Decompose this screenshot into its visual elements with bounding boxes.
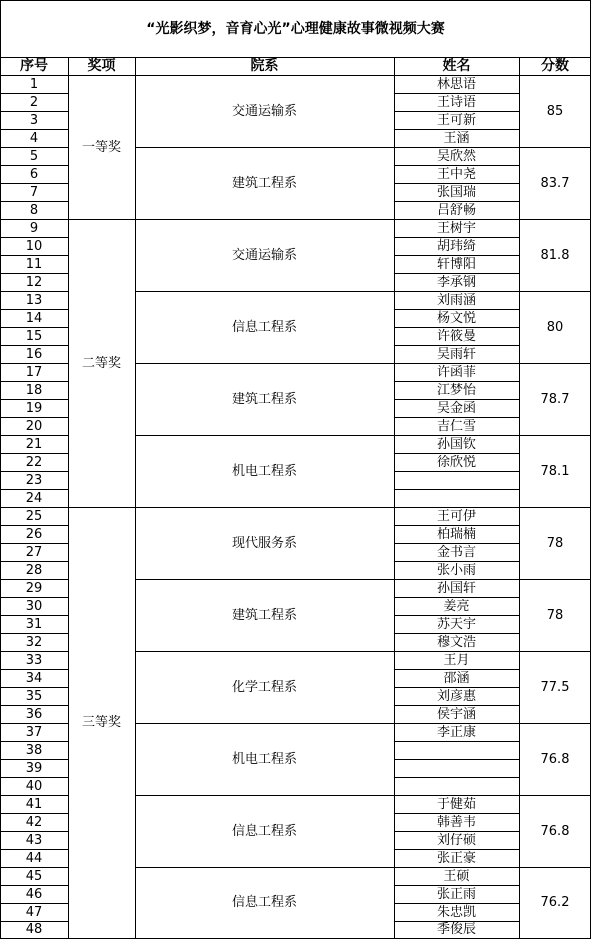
grid-line — [0, 831, 69, 832]
row-seq: 5 — [29, 148, 39, 164]
row-name: 穆文浩 — [436, 634, 476, 650]
grid-line — [0, 741, 69, 742]
grid-line — [0, 165, 69, 166]
grid-line — [0, 795, 69, 796]
grid-line — [135, 579, 395, 580]
grid-line — [394, 579, 520, 580]
grid-line — [0, 309, 69, 310]
row-seq: 24 — [25, 490, 43, 506]
grid-line — [394, 489, 520, 490]
grid-line — [519, 651, 591, 652]
grid-line — [0, 129, 69, 130]
row-name: 轩博阳 — [436, 256, 476, 272]
row-name: 朱忠凯 — [436, 904, 476, 920]
header-dept: 院系 — [250, 58, 279, 74]
grid-line — [0, 489, 69, 490]
row-name: 吴金函 — [436, 400, 476, 416]
grid-line — [394, 237, 520, 238]
grid-line — [519, 579, 591, 580]
grid-line — [394, 363, 520, 364]
dept-cell: 机电工程系 — [231, 751, 297, 767]
grid-line — [394, 885, 520, 886]
grid-line — [519, 795, 591, 796]
grid-line — [394, 795, 520, 796]
grid-line — [394, 903, 520, 904]
row-name — [394, 489, 519, 507]
grid-line — [394, 147, 520, 148]
row-name: 胡玮绮 — [436, 238, 476, 254]
row-name: 李承钢 — [436, 274, 476, 290]
grid-line — [0, 777, 69, 778]
grid-line — [394, 615, 520, 616]
row-name: 许筱曼 — [436, 328, 476, 344]
row-seq: 18 — [25, 382, 43, 398]
row-name: 王可新 — [436, 112, 476, 128]
score-cell: 78 — [546, 535, 564, 551]
grid-line — [0, 849, 69, 850]
row-seq: 41 — [25, 796, 43, 812]
grid-line — [0, 345, 69, 346]
dept-cell: 信息工程系 — [231, 823, 297, 839]
dept-cell: 化学工程系 — [231, 679, 297, 695]
grid-line — [519, 57, 520, 939]
grid-line — [519, 363, 591, 364]
row-seq: 8 — [29, 202, 39, 218]
dept-cell: 信息工程系 — [231, 319, 297, 335]
grid-line — [0, 471, 69, 472]
row-name: 吕舒畅 — [436, 202, 476, 218]
grid-line — [0, 237, 69, 238]
grid-line — [135, 219, 395, 220]
header-award: 奖项 — [87, 58, 116, 74]
grid-line — [394, 111, 520, 112]
grid-line — [394, 543, 520, 544]
grid-line — [394, 417, 520, 418]
header-name: 姓名 — [442, 58, 471, 74]
row-seq: 9 — [29, 220, 39, 236]
row-seq: 4 — [29, 130, 39, 146]
row-seq: 42 — [25, 814, 43, 830]
dept-cell: 建筑工程系 — [231, 175, 297, 191]
row-seq: 45 — [25, 868, 43, 884]
dept-cell: 建筑工程系 — [231, 607, 297, 623]
grid-line — [135, 363, 395, 364]
row-name: 王月 — [443, 652, 470, 668]
score-cell: 76.8 — [540, 823, 570, 839]
row-name: 张小雨 — [436, 562, 476, 578]
grid-line — [394, 165, 520, 166]
grid-line — [135, 507, 395, 508]
grid-line — [0, 633, 69, 634]
grid-line — [519, 219, 591, 220]
row-name: 刘雨涵 — [436, 292, 476, 308]
row-name: 杨文悦 — [436, 310, 476, 326]
row-seq: 31 — [25, 616, 43, 632]
grid-line — [394, 399, 520, 400]
row-name: 王树宇 — [436, 220, 476, 236]
grid-line — [519, 291, 591, 292]
grid-line — [0, 813, 69, 814]
grid-line — [135, 795, 395, 796]
row-name — [394, 741, 519, 759]
row-seq: 10 — [25, 238, 43, 254]
grid-line — [394, 273, 520, 274]
row-seq: 29 — [25, 580, 43, 596]
grid-line — [0, 201, 69, 202]
row-name: 金书言 — [436, 544, 476, 560]
grid-line — [0, 453, 69, 454]
row-seq: 23 — [25, 472, 43, 488]
grid-line — [68, 57, 69, 939]
row-seq: 30 — [25, 598, 43, 614]
row-name: 江梦怡 — [436, 382, 476, 398]
row-name: 季俊辰 — [436, 922, 476, 937]
grid-line — [394, 561, 520, 562]
dept-cell: 机电工程系 — [231, 463, 297, 479]
grid-line — [394, 183, 520, 184]
row-name: 刘仔硕 — [436, 832, 476, 848]
grid-line — [0, 147, 69, 148]
row-seq: 43 — [25, 832, 43, 848]
row-name: 邵涵 — [443, 670, 470, 686]
row-seq: 39 — [25, 760, 43, 776]
score-cell: 78.7 — [540, 391, 570, 407]
row-seq: 40 — [25, 778, 43, 794]
grid-line — [394, 129, 520, 130]
row-name — [394, 471, 519, 489]
grid-line — [135, 651, 395, 652]
grid-line — [394, 705, 520, 706]
row-name: 王涵 — [443, 130, 470, 146]
row-name: 于健茹 — [436, 796, 476, 812]
grid-line — [394, 651, 520, 652]
row-seq: 22 — [25, 454, 43, 470]
grid-line — [519, 723, 591, 724]
score-cell: 80 — [546, 319, 564, 335]
row-seq: 27 — [25, 544, 43, 560]
row-name: 苏天宇 — [436, 616, 476, 632]
row-name: 吉仁雪 — [436, 418, 476, 434]
grid-line — [0, 417, 69, 418]
grid-line — [0, 507, 69, 508]
grid-line — [0, 867, 69, 868]
grid-line — [135, 57, 136, 939]
row-seq: 28 — [25, 562, 43, 578]
row-seq: 11 — [25, 256, 43, 272]
row-seq: 46 — [25, 886, 43, 902]
row-seq: 6 — [29, 166, 39, 182]
grid-line — [0, 723, 69, 724]
grid-line — [519, 507, 591, 508]
row-seq: 3 — [29, 112, 39, 128]
grid-line — [394, 327, 520, 328]
row-name: 李正康 — [436, 724, 476, 740]
dept-cell: 交通运输系 — [231, 103, 297, 119]
grid-line — [394, 849, 520, 850]
row-name: 吴雨轩 — [436, 346, 476, 362]
grid-line — [0, 111, 69, 112]
grid-line — [394, 435, 520, 436]
grid-line — [519, 867, 591, 868]
header-seq: 序号 — [20, 58, 48, 74]
grid-line — [0, 381, 69, 382]
row-name: 王诗语 — [436, 94, 476, 110]
grid-line — [135, 147, 395, 148]
award-cell: 三等奖 — [81, 715, 121, 730]
grid-line — [0, 579, 69, 580]
row-name: 王中尧 — [436, 166, 476, 182]
row-seq: 15 — [25, 328, 43, 344]
dept-cell: 交通运输系 — [231, 247, 297, 263]
grid-line — [0, 615, 69, 616]
grid-line — [394, 201, 520, 202]
row-name: 张正豪 — [436, 850, 476, 866]
grid-line — [0, 183, 69, 184]
row-name: 孙国轩 — [436, 580, 476, 596]
row-seq: 14 — [25, 310, 43, 326]
row-seq: 34 — [25, 670, 43, 686]
grid-line — [394, 291, 520, 292]
grid-line — [0, 291, 69, 292]
grid-line — [394, 831, 520, 832]
row-seq: 2 — [29, 94, 39, 110]
grid-line — [394, 471, 520, 472]
row-seq: 16 — [25, 346, 43, 362]
grid-line — [0, 435, 69, 436]
row-name: 张正雨 — [436, 886, 476, 902]
header-score: 分数 — [541, 58, 569, 74]
grid-line — [0, 903, 69, 904]
score-cell: 78 — [546, 607, 564, 623]
grid-line — [0, 525, 69, 526]
grid-line — [394, 309, 520, 310]
grid-line — [394, 453, 520, 454]
row-name — [394, 777, 519, 795]
grid-line — [0, 885, 69, 886]
row-name: 林思语 — [436, 76, 476, 92]
grid-line — [394, 867, 520, 868]
row-name: 韩善韦 — [436, 814, 476, 830]
row-seq: 13 — [25, 292, 43, 308]
score-cell: 77.5 — [540, 679, 570, 695]
row-seq: 19 — [25, 400, 43, 416]
score-cell: 78.1 — [540, 463, 570, 479]
grid-line — [394, 525, 520, 526]
grid-line — [394, 741, 520, 742]
row-seq: 20 — [25, 418, 43, 434]
table-title: “光影织梦，音育心光”心理健康故事微视频大赛 — [146, 20, 445, 37]
grid-line — [0, 597, 69, 598]
row-name: 孙国钦 — [436, 436, 476, 452]
grid-line — [0, 0, 1, 939]
grid-line — [68, 219, 136, 220]
row-seq: 35 — [25, 688, 43, 704]
grid-line — [394, 759, 520, 760]
grid-line — [394, 687, 520, 688]
grid-line — [519, 147, 591, 148]
grid-line — [394, 345, 520, 346]
dept-cell: 建筑工程系 — [231, 391, 297, 407]
grid-line — [394, 381, 520, 382]
score-cell: 81.8 — [540, 247, 570, 263]
grid-line — [0, 327, 69, 328]
grid-line — [0, 921, 69, 922]
grid-line — [0, 687, 69, 688]
grid-line — [135, 291, 395, 292]
grid-line — [394, 669, 520, 670]
grid-line — [394, 255, 520, 256]
row-name: 许函菲 — [436, 364, 476, 380]
row-name: 王可伊 — [436, 508, 476, 524]
row-name: 张国瑞 — [436, 184, 476, 200]
grid-line — [0, 255, 69, 256]
grid-line — [394, 633, 520, 634]
grid-line — [135, 435, 395, 436]
row-seq: 7 — [29, 184, 39, 200]
grid-line — [0, 651, 69, 652]
grid-line — [0, 273, 69, 274]
grid-line — [0, 543, 69, 544]
grid-line — [0, 363, 69, 364]
grid-line — [0, 705, 69, 706]
score-cell: 85 — [546, 103, 564, 119]
row-seq: 21 — [25, 436, 43, 452]
grid-line — [135, 723, 395, 724]
row-name: 王硕 — [443, 868, 470, 884]
grid-line — [394, 507, 520, 508]
row-name: 刘彦惠 — [436, 688, 476, 704]
award-cell: 二等奖 — [81, 355, 121, 371]
score-cell: 83.7 — [540, 175, 570, 191]
row-seq: 26 — [25, 526, 43, 542]
grid-line — [0, 0, 591, 1]
dept-cell: 信息工程系 — [231, 895, 297, 910]
grid-line — [394, 777, 520, 778]
row-seq: 17 — [25, 364, 43, 380]
grid-line — [0, 75, 591, 76]
row-name: 侯宇涵 — [436, 706, 476, 722]
grid-line — [394, 93, 520, 94]
grid-line — [0, 399, 69, 400]
grid-line — [394, 813, 520, 814]
score-cell: 76.8 — [540, 751, 570, 767]
row-seq: 25 — [25, 508, 43, 524]
grid-line — [394, 219, 520, 220]
row-name: 吴欣然 — [436, 148, 476, 164]
row-seq: 12 — [25, 274, 43, 290]
grid-line — [394, 597, 520, 598]
row-seq: 38 — [25, 742, 43, 758]
row-name: 姜亮 — [443, 598, 470, 614]
row-seq: 32 — [25, 634, 43, 650]
grid-line — [68, 507, 136, 508]
row-seq: 37 — [25, 724, 43, 740]
award-cell: 一等奖 — [81, 139, 121, 155]
row-seq: 48 — [25, 922, 43, 937]
row-seq: 47 — [25, 904, 43, 920]
row-seq: 1 — [29, 76, 39, 92]
row-name: 徐欣悦 — [436, 454, 476, 470]
row-seq: 33 — [25, 652, 43, 668]
row-name — [394, 759, 519, 777]
grid-line — [394, 921, 520, 922]
grid-line — [0, 93, 69, 94]
row-seq: 36 — [25, 706, 43, 722]
grid-line — [394, 723, 520, 724]
dept-cell: 现代服务系 — [231, 535, 297, 551]
row-name: 柏瑞楠 — [436, 526, 476, 542]
grid-line — [0, 57, 591, 58]
grid-line — [0, 759, 69, 760]
score-cell: 76.2 — [540, 895, 570, 910]
row-seq: 44 — [25, 850, 43, 866]
grid-line — [519, 435, 591, 436]
grid-line — [135, 867, 395, 868]
grid-line — [0, 669, 69, 670]
grid-line — [0, 219, 69, 220]
grid-line — [394, 57, 395, 939]
grid-line — [0, 561, 69, 562]
